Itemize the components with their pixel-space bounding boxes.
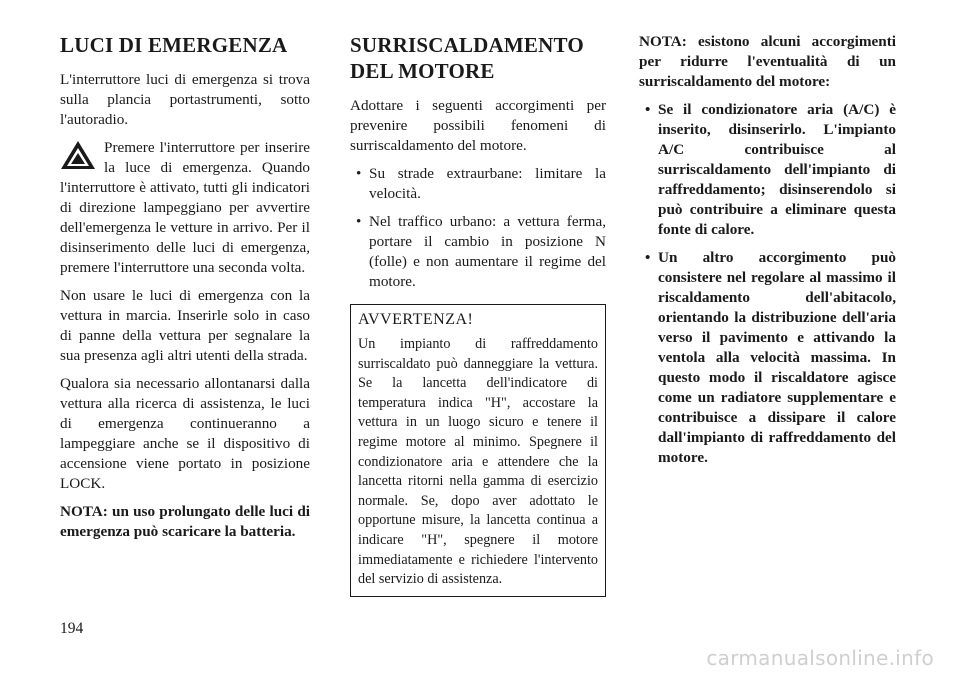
column-right [639,32,896,476]
note-overheating-tips: NOTA: esistono alcuni accorgimenti per ridurre l'eventualità di un surriscaldamento del motore: [639,33,896,90]
section-heading-engine-overheating: SURRISCALDAMENTO DEL MOTORE [350,33,584,83]
bullet-icon: • [645,101,651,118]
paragraph-hazard-operation: Premere l'interruttore per inserire la luce di emergenza. Quando l'interruttore è attivato, tutti gli indicatori di direzione lampeggiano per avvertire dell'emergenza le vetture in arrivo. Per il disinserimento delle luci di emergenza, premere l'interruttore una seconda volta. [60,139,310,276]
column-middle [350,32,606,597]
watermark-text: carmanualsonline.info [706,646,934,670]
column-left [60,32,310,550]
warning-box [350,304,606,597]
hazard-warning-triangle-icon [60,140,96,170]
paragraph-switch-location: L'interruttore luci di emergenza si trova sulla plancia portastrumenti, sotto l'autoradio. [60,71,310,128]
note-battery: NOTA: un uso prolungato delle luci di emergenza può scaricare la batteria. [60,503,310,540]
paragraph-leaving-vehicle: Qualora sia necessario allontanarsi dalla vettura alla ricerca di assistenza, le luci di emergenza continueranno a lampeggiare anche se il dispositivo di accensione viene portato in posizione LOCK. [60,375,310,492]
paragraph-with-icon [60,138,310,278]
list-overheating-tips [639,100,896,468]
bullet-icon: • [356,213,362,230]
list-item: • Un altro accorgimento può consistere nel regolare al massimo il riscaldamento dell'abitacolo, orientando la distribuzione dell'aria verso il pavimento e attivando la ventola alla velocità massima. In questo modo il riscaldatore agisce come un radiatore supplementare e contribuisce a dissipare il calore dall'impianto di raffreddamento del motore. [645,249,896,466]
list-item: • Se il condizionatore aria (A/C) è inserito, disinserirlo. L'impianto A/C contribuisce al surriscaldamento dell'impianto di raffreddamento; disinserendolo si può contribuire a eliminare questa fonte di calore. [645,101,896,238]
page-number: 194 [60,620,84,637]
paragraph-overheating-intro: Adottare i seguenti accorgimenti per prevenire possibili fenomeni di surriscaldamento del motore. [350,97,606,154]
bullet-icon: • [645,249,651,266]
paragraph-usage-advice: Non usare le luci di emergenza con la vettura in marcia. Inserirle solo in caso di panne della vettura per segnalare la sua presenza agli altri utenti della strada. [60,287,310,364]
list-item: • Su strade extraurbane: limitare la velocità. [356,165,606,202]
bullet-icon: • [356,165,362,182]
warning-title: AVVERTENZA! [358,311,474,328]
warning-text: Un impianto di raffreddamento surriscaldato può danneggiare la vettura. Se la lancetta dell'indicatore di temperatura indica "H", accostare la vettura in un luogo sicuro e tenere il regime motore al minimo. Spegnere il condizionatore aria e attendere che la lancetta ritorni nella gamma di esercizio normale. Se, dopo aver adottato le opportune misure, la lancetta continua a indicare "H", spegnere il motore immediatamente e richiedere l'intervento del servizio di assistenza. [358,336,598,588]
list-driving-tips [350,164,606,292]
list-item: • Nel traffico urbano: a vettura ferma, portare il cambio in posizione N (folle) e non aumentare il regime del motore. [356,213,606,290]
section-heading-hazard-lights: LUCI DI EMERGENZA [60,33,288,57]
